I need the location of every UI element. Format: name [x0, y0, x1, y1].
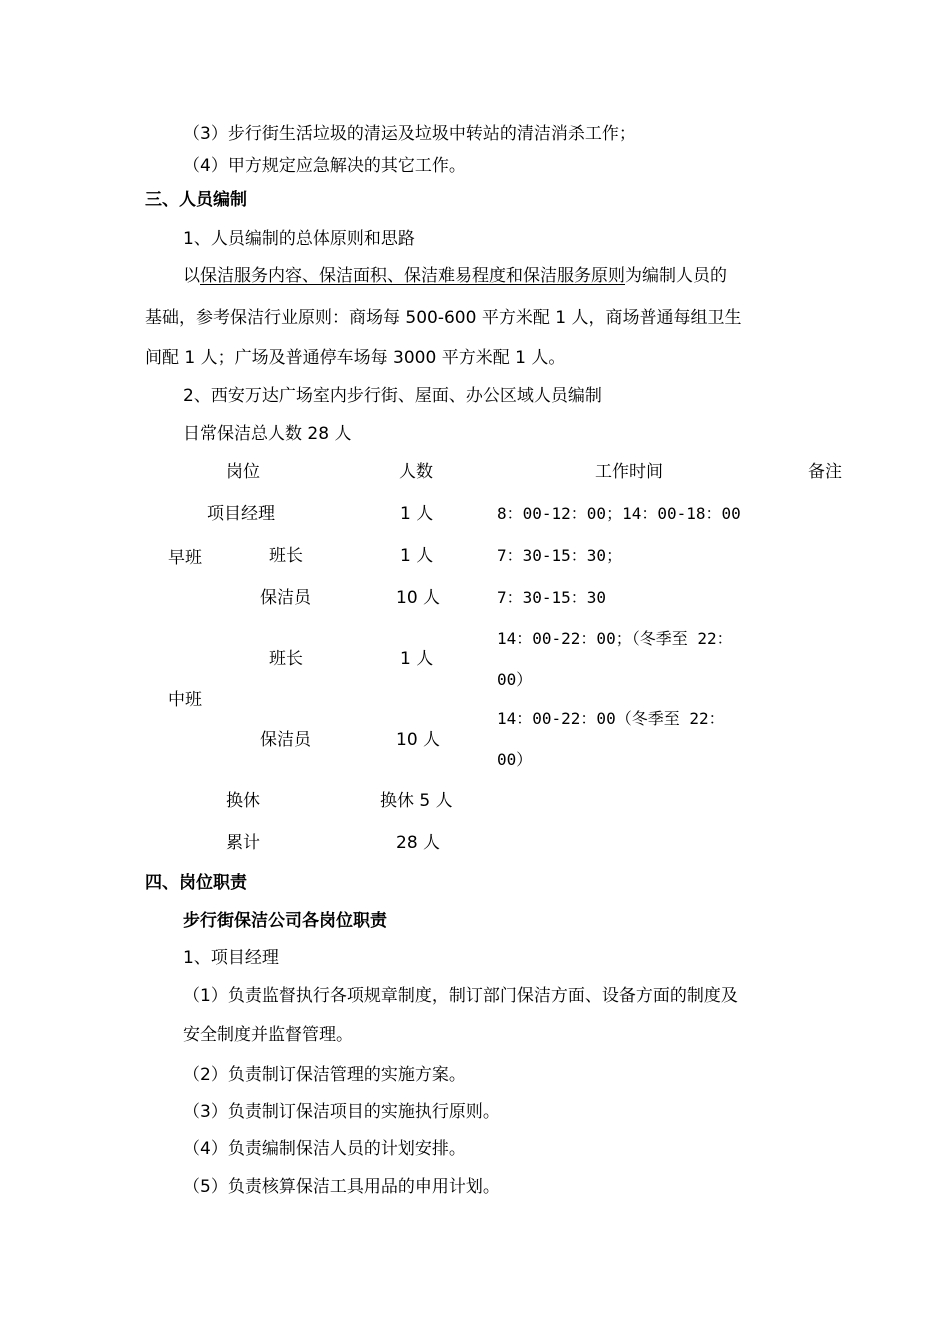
- mid-cleaner-position: 保洁员: [260, 730, 311, 750]
- duty-1-line1: （1）负责监督执行各项规章制度，制订部门保洁方面、设备方面的制度及: [183, 986, 738, 1006]
- early-leader-count: 1 人: [400, 546, 434, 566]
- total-staff: 日常保洁总人数 28 人: [183, 424, 352, 444]
- duty-4: （4）负责编制保洁人员的计划安排。: [183, 1139, 466, 1159]
- mid-leader-hours-line1: 14：00-22：00；（冬季至 22：: [497, 629, 733, 648]
- mid-shift-label: 中班: [168, 690, 202, 710]
- row-manager-hours: 8：00-12：00；14：00-18：00: [497, 504, 741, 523]
- early-leader-position: 班长: [269, 546, 303, 566]
- mid-cleaner-hours-line2: 00）: [497, 750, 533, 769]
- early-shift-label: 早班: [168, 548, 202, 568]
- row-manager-position: 项目经理: [207, 504, 275, 524]
- section-3-sub2: 2、西安万达广场室内步行街、屋面、办公区域人员编制: [183, 386, 602, 406]
- duty-5: （5）负责核算保洁工具用品的申用计划。: [183, 1177, 500, 1197]
- principle-paragraph-line2: 基础，参考保洁行业原则：商场每 500-600 平方米配 1 人，商场普通每组卫生: [145, 308, 742, 328]
- section-4-sub1: 1、项目经理: [183, 948, 279, 968]
- early-cleaner-position: 保洁员: [260, 588, 311, 608]
- col-header-position: 岗位: [226, 462, 260, 482]
- early-cleaner-count: 10 人: [396, 588, 441, 608]
- col-header-count: 人数: [399, 462, 433, 482]
- section-3-sub1: 1、人员编制的总体原则和思路: [183, 229, 415, 249]
- duty-3: （3）负责制订保洁项目的实施执行原则。: [183, 1102, 500, 1122]
- section-4-subheading: 步行街保洁公司各岗位职责: [183, 911, 387, 931]
- section-3-heading: 三、人员编制: [145, 190, 247, 210]
- mid-leader-position: 班长: [269, 649, 303, 669]
- list-item-4: （4）甲方规定应急解决的其它工作。: [183, 156, 466, 176]
- para-underlined: 保洁服务内容、保洁面积、保洁难易程度和保洁服务原则: [200, 266, 625, 286]
- row-total-position: 累计: [226, 833, 260, 853]
- col-header-hours: 工作时间: [595, 462, 663, 482]
- duty-2: （2）负责制订保洁管理的实施方案。: [183, 1065, 466, 1085]
- duty-1-line2: 安全制度并监督管理。: [183, 1025, 353, 1045]
- mid-leader-hours-line2: 00）: [497, 670, 533, 689]
- row-rotation-position: 换休: [226, 791, 260, 811]
- col-header-note: 备注: [808, 462, 842, 482]
- para-suffix: 为编制人员的: [625, 266, 727, 286]
- row-total-count: 28 人: [396, 833, 441, 853]
- list-item-3: （3）步行街生活垃圾的清运及垃圾中转站的清洁消杀工作；: [183, 124, 636, 144]
- row-manager-count: 1 人: [400, 504, 434, 524]
- mid-cleaner-count: 10 人: [396, 730, 441, 750]
- principle-paragraph-line1: [183, 265, 727, 287]
- section-4-heading: 四、岗位职责: [145, 873, 247, 893]
- para-prefix: 以: [183, 266, 200, 286]
- mid-leader-count: 1 人: [400, 649, 434, 669]
- mid-cleaner-hours-line1: 14：00-22：00（冬季至 22：: [497, 709, 725, 728]
- early-leader-hours: 7：30-15：30；: [497, 546, 623, 565]
- principle-paragraph-line3: 间配 1 人；广场及普通停车场每 3000 平方米配 1 人。: [145, 348, 566, 368]
- row-rotation-count: 换休 5 人: [380, 791, 453, 811]
- early-cleaner-hours: 7：30-15：30: [497, 588, 607, 607]
